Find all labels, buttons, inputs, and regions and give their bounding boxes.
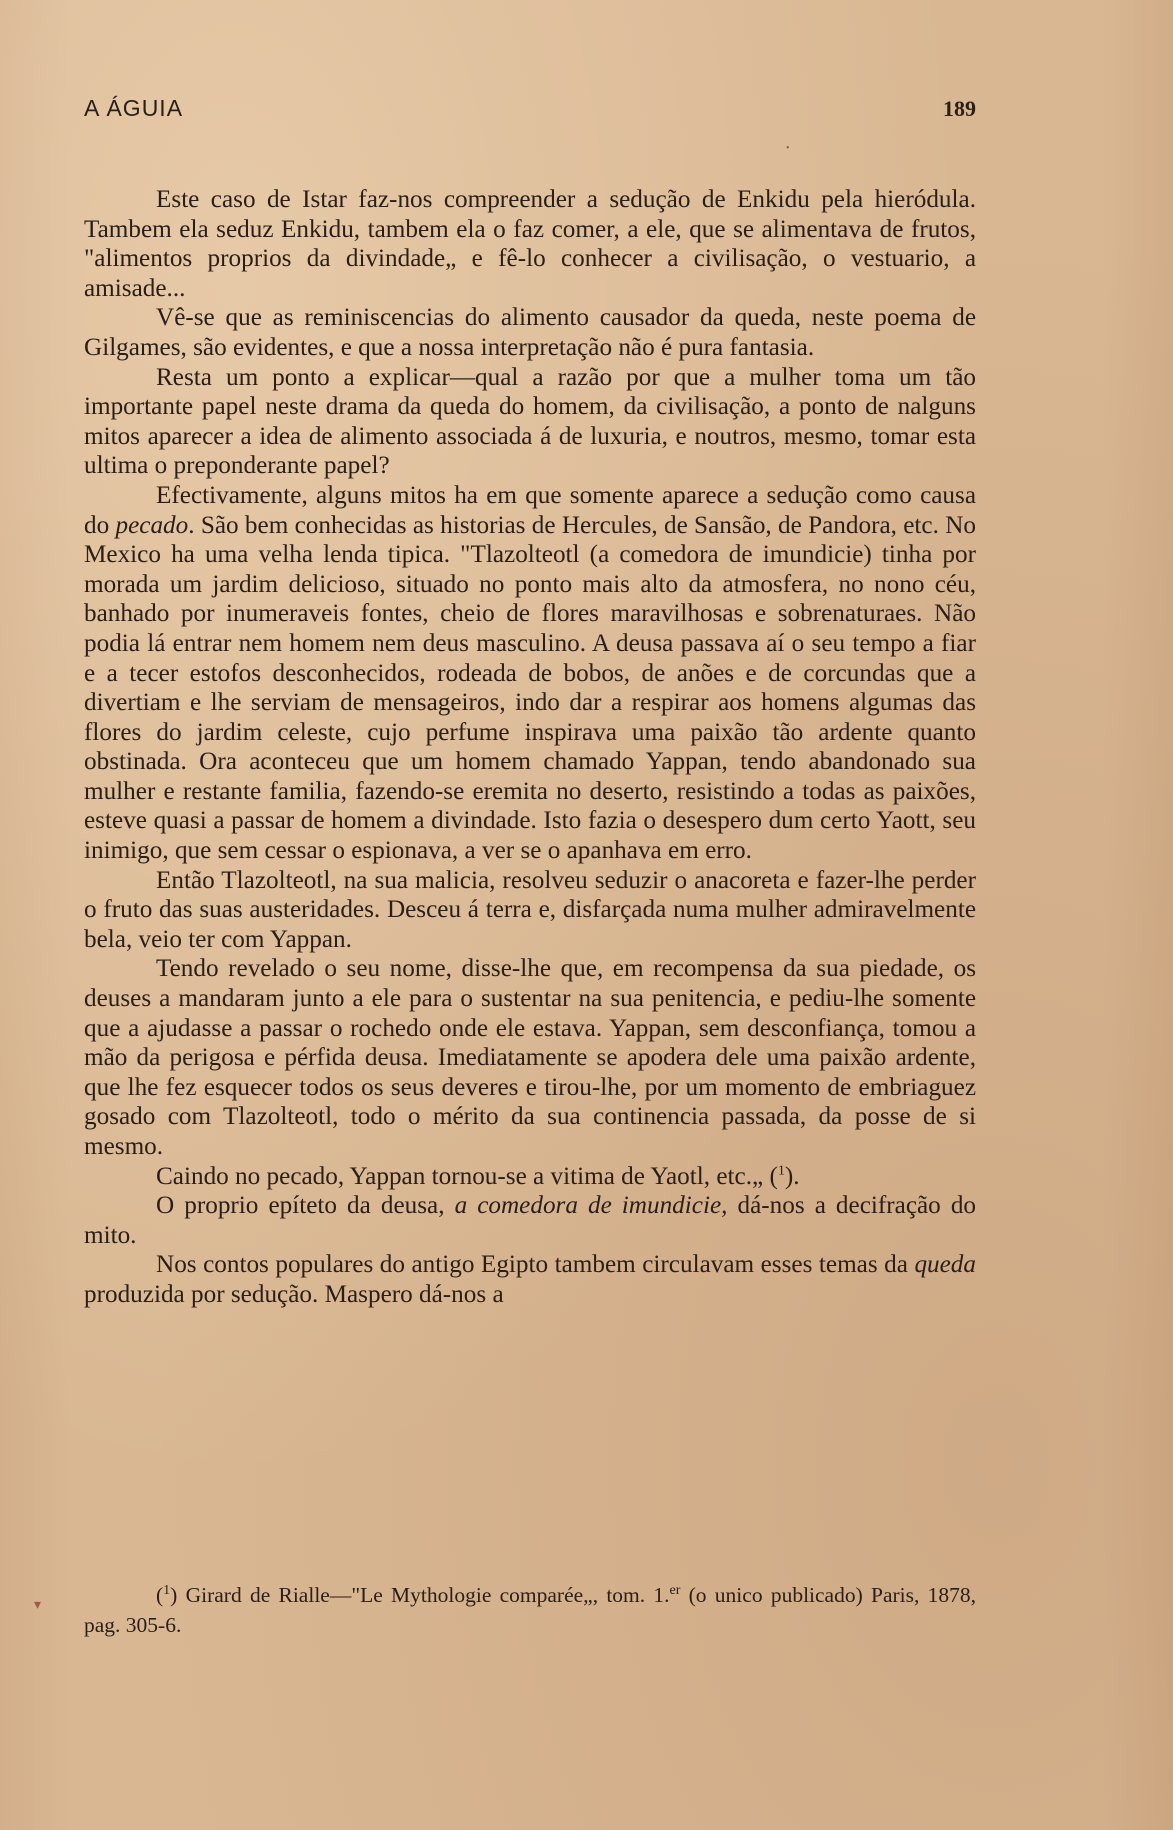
paragraph-9-emphasis: queda bbox=[914, 1251, 976, 1279]
footnote-marker-close: ) bbox=[170, 1583, 178, 1607]
paragraph-8 bbox=[84, 1191, 976, 1250]
book-page bbox=[84, 95, 976, 1310]
running-head bbox=[84, 95, 976, 122]
page-number: 189 bbox=[943, 96, 976, 121]
paragraph-8-emphasis: a comedora de imundicie, bbox=[454, 1192, 728, 1220]
running-title: A ÁGUIA bbox=[84, 95, 184, 121]
footnote-text bbox=[84, 1580, 976, 1640]
footnote-text-a: Girard de Rialle—"Le Mythologie comparée„, tom. 1. bbox=[177, 1583, 670, 1607]
body-text bbox=[84, 185, 976, 1310]
paragraph-6-text: Tendo revelado o seu nome, disse-lhe que, em recompensa da sua piedade, os deuses a mandaram junto a ele para o sustentar na sua penitencia, e pediu-lhe somente que a ajudasse a passar o rochedo onde ele estava. Yappan, sem desconfiança, tomou a mão da perigosa e pérfida deusa. Imediatamente se apodera dele uma paixão ardente, que lhe fez esquecer todos os seus deveres e tirou-lhe, por um momento de embriaguez gosado com Tlazolteotl, todo o mérito da sua continencia passada, da posse de si mesmo. bbox=[84, 955, 976, 1160]
paragraph-7-text-b: ). bbox=[784, 1162, 800, 1190]
paragraph-3-text: Resta um ponto a explicar—qual a razão por que a mulher toma um tão importante papel neste drama da queda do homem, da civilisação, a ponto de nalguns mitos aparecer a idea de alimento associada á de luxuria, e noutros, mesmo, tomar esta ultima o preponderante papel? bbox=[84, 363, 976, 480]
paragraph-1 bbox=[84, 185, 976, 303]
paragraph-7 bbox=[84, 1162, 976, 1192]
paragraph-5-text: Então Tlazolteotl, na sua malicia, resolveu seduzir o anacoreta e fazer-lhe perder o fruto das suas austeridades. Desceu á terra e, disfarçada numa mulher admiravelmente bela, veio ter com Yappan. bbox=[84, 866, 976, 953]
paragraph-1-text: Este caso de Istar faz-nos compreender a sedução de Enkidu pela hieródula. Tambem ela seduz Enkidu, tambem ela o faz comer, a ele, que se alimentava de frutos, "alimentos proprios da divindade„ e fê-lo conhecer a civilisação, o vestuario, a amisade... bbox=[84, 186, 976, 302]
paragraph-4-emphasis: pecado bbox=[115, 511, 189, 539]
footnote-marker-number: 1 bbox=[163, 1582, 171, 1598]
paragraph-5 bbox=[84, 866, 976, 955]
paragraph-9 bbox=[84, 1250, 976, 1309]
footnote-superscript: er bbox=[669, 1582, 681, 1598]
paragraph-9-text-b: produzida por sedução. Maspero dá-nos a bbox=[84, 1280, 504, 1308]
paragraph-8-text-b: dá-nos a decifração do mito. bbox=[84, 1192, 977, 1249]
footnote-text-b: (o unico publicado) Paris, 1878, pag. 305-6. bbox=[84, 1583, 976, 1637]
paragraph-4 bbox=[84, 481, 976, 866]
speck-mark-icon: • bbox=[786, 143, 790, 154]
paragraph-2 bbox=[84, 303, 976, 362]
margin-mark-icon: ▾ bbox=[34, 1598, 42, 1613]
footnote bbox=[84, 1580, 976, 1640]
footnote-reference[interactable]: 1 bbox=[777, 1163, 785, 1179]
paragraph-3 bbox=[84, 363, 976, 481]
paragraph-7-text-a: Caindo no pecado, Yappan tornou-se a vitima de Yaotl, etc.„ ( bbox=[156, 1162, 778, 1190]
paragraph-8-text-a: O proprio epíteto da deusa, bbox=[156, 1192, 455, 1220]
paragraph-6 bbox=[84, 954, 976, 1161]
paragraph-9-text-a: Nos contos populares do antigo Egipto tambem circulavam esses temas da bbox=[156, 1251, 915, 1279]
footnote-marker-open: ( bbox=[156, 1583, 164, 1607]
paragraph-4-text-b: . São bem conhecidas as historias de Hercules, de Sansão, de Pandora, etc. No Mexico ha uma velha lenda tipica. "Tlazolteotl (a comedora de imundicie) tinha por morada um jardim delicioso, situado no ponto mais alto da atmosfera, no nono céu, banhado por inumeraveis fontes, cheio de flores maravilhosas e sobrenaturaes. Não podia lá entrar nem homem nem deus masculino. A deusa passava aí o seu tempo a fiar e a tecer estofos desconhecidos, rodeada de bobos, de anões e de corcundas que a divertiam e lhe serviam de mensageiros, indo dar a respirar aos homens algumas das flores do jardim celeste, cujo perfume inspirava uma paixão tão ardente quanto obstinada. Ora aconteceu que um homem chamado Yappan, tendo abandonado sua mulher e restante familia, fazendo-se eremita no deserto, resistindo a todas as paixões, esteve quasi a passar de homem a divindade. Isto fazia o desespero dum certo Yaott, seu inimigo, que sem cessar o espionava, a ver se o apanhava em erro. bbox=[84, 511, 976, 865]
paragraph-2-text: Vê-se que as reminiscencias do alimento causador da queda, neste poema de Gilgames, são evidentes, e que a nossa interpretação não é pura fantasia. bbox=[84, 304, 976, 361]
paragraph-4-text-a: Efectivamente, alguns mitos ha em que somente aparece a sedução como causa do bbox=[84, 481, 976, 539]
